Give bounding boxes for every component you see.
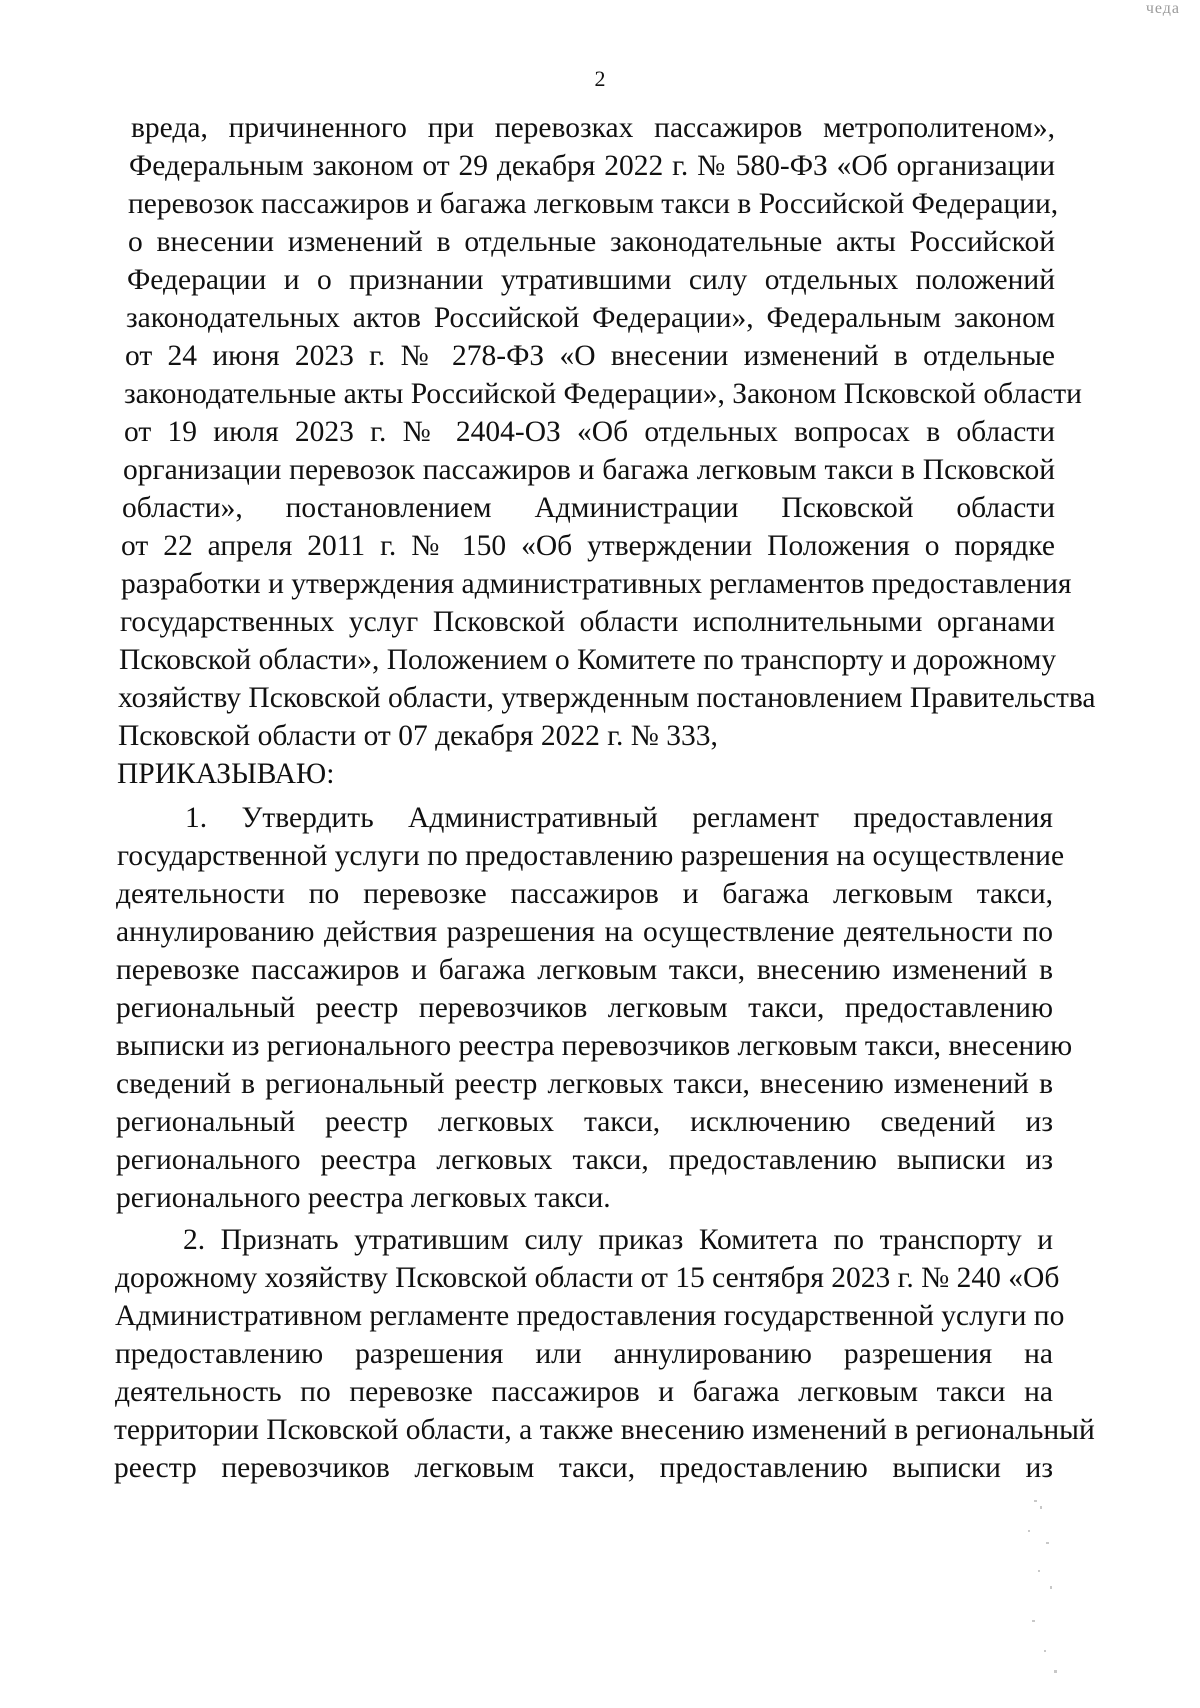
text-line: Псковской области», Положением о Комитете по транспорту и дорожному	[119, 644, 1057, 676]
text-line: государственных услуг Псковской области исполнительными органами	[120, 606, 1055, 638]
text-line: Административном регламенте предоставления государственной услуги по	[115, 1300, 1065, 1332]
text-line: предоставлению разрешения или аннулированию разрешения на	[115, 1338, 1053, 1370]
text-line: Федерации и о признании утратившими силу отдельных положений	[127, 264, 1055, 296]
paragraph-1-first-line: 1. Утвердить Административный регламент предоставления	[185, 802, 1053, 834]
text-line: от 22 апреля 2011 г. № 150 «Об утверждении Положения о порядке	[121, 530, 1055, 562]
text-line: разработки и утверждения административных регламентов предоставления	[121, 568, 1072, 600]
text-line: Псковской области от 07 декабря 2022 г. № 333,	[118, 720, 718, 752]
text-line: регионального реестра легковых такси, предоставлению выписки из	[116, 1144, 1053, 1176]
text-line: законодательные акты Российской Федерации», Законом Псковской области	[124, 378, 1082, 410]
text-line: сведений в региональный реестр легковых такси, внесению изменений в	[116, 1068, 1053, 1100]
text-line: государственной услуги по предоставлению разрешения на осуществление	[117, 840, 1065, 872]
paragraph-2-first-line: 2. Признать утратившим силу приказ Комитета по транспорту и	[183, 1224, 1053, 1256]
text-line: организации перевозок пассажиров и багажа легковым такси в Псковской	[123, 454, 1055, 486]
page-number: 2	[594, 66, 606, 91]
text-line: выписки из регионального реестра перевозчиков легковым такси, внесению	[116, 1030, 1073, 1062]
order-heading: ПРИКАЗЫВАЮ:	[117, 758, 335, 790]
text-line: Федеральным законом от 29 декабря 2022 г. № 580-ФЗ «Об организации	[129, 150, 1055, 182]
text-line: региональный реестр легковых такси, исключению сведений из	[116, 1106, 1053, 1138]
text-line: регионального реестра легковых такси.	[116, 1182, 611, 1214]
text-line: аннулированию действия разрешения на осуществление деятельности по	[116, 916, 1053, 948]
text-line: реестр перевозчиков легковым такси, предоставлению выписки из	[114, 1452, 1053, 1484]
text-line: деятельность по перевозке пассажиров и багажа легковым такси на	[115, 1376, 1053, 1408]
text-line: хозяйству Псковской области, утвержденным постановлением Правительства	[118, 682, 1096, 714]
scan-artifact	[1035, 44, 1065, 54]
text-line: от 24 июня 2023 г. № 278-ФЗ «О внесении изменений в отдельные	[125, 340, 1055, 372]
text-line: от 19 июля 2023 г. № 2404-ОЗ «Об отдельных вопросах в области	[124, 416, 1055, 448]
text-line: законодательных актов Российской Федерации», Федеральным законом	[126, 302, 1055, 334]
text-line: перевозок пассажиров и багажа легковым такси в Российской Федерации,	[128, 188, 1059, 220]
text-line: области», постановлением Администрации Псковской области	[122, 492, 1055, 524]
text-line: региональный реестр перевозчиков легковым такси, предоставлению	[116, 992, 1053, 1024]
text-line: территории Псковской области, а также внесению изменений в региональный	[114, 1414, 1095, 1446]
text-line: о внесении изменений в отдельные законодательные акты Российской	[128, 226, 1055, 258]
scan-corner-mark: чеда	[1145, 0, 1180, 17]
text-line: вреда, причиненного при перевозках пассажиров метрополитеном»,	[131, 112, 1055, 144]
text-line: деятельности по перевозке пассажиров и багажа легковым такси,	[116, 878, 1053, 910]
text-line: дорожному хозяйству Псковской области от 15 сентября 2023 г. № 240 «Об	[115, 1262, 1060, 1294]
text-line: перевозке пассажиров и багажа легковым такси, внесению изменений в	[116, 954, 1053, 986]
scan-artifact	[1010, 1490, 1070, 1700]
